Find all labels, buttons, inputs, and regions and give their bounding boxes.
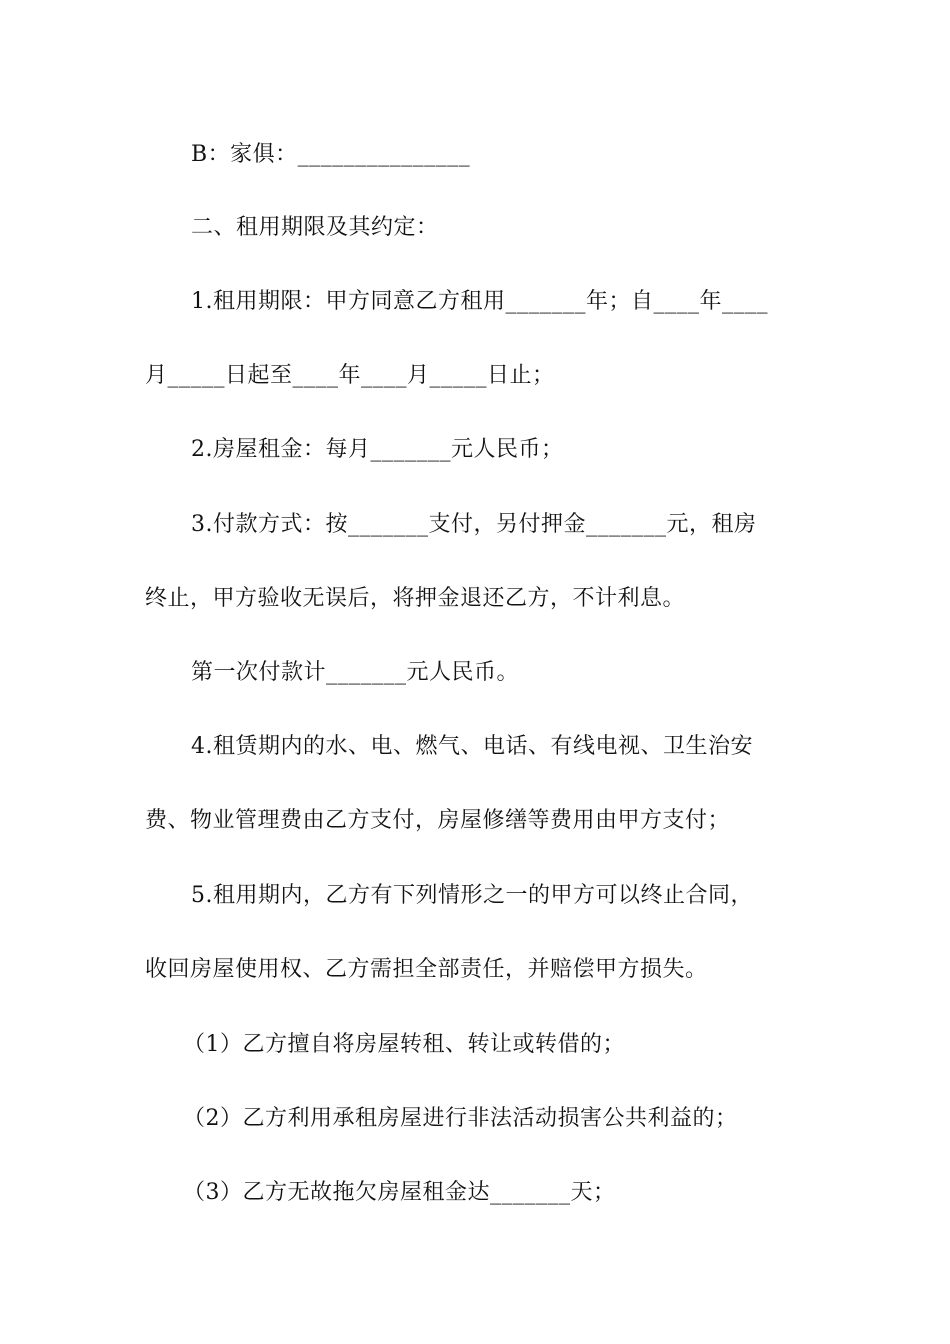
clause-1-line-1: 1.租用期限：甲方同意乙方租用_______年；自____年____ bbox=[191, 289, 768, 314]
clause-4-line-1: 4.租赁期内的水、电、燃气、电话、有线电视、卫生治安 bbox=[191, 734, 753, 759]
clause-5-line-2: 收回房屋使用权、乙方需担全部责任，并赔偿甲方损失。 bbox=[145, 957, 708, 982]
sub-item-1: （1）乙方擅自将房屋转租、转让或转借的； bbox=[183, 1032, 625, 1057]
sub-item-3: （3）乙方无故拖欠房屋租金达_______天； bbox=[183, 1180, 616, 1205]
clause-1-line-2: 月_____日起至____年____月_____日止； bbox=[145, 363, 555, 388]
section-two-heading: 二、租用期限及其约定： bbox=[191, 215, 439, 240]
clause-3-line-2: 终止，甲方验收无误后，将押金退还乙方，不计利息。 bbox=[145, 586, 686, 611]
clause-3-line-1: 3.付款方式：按_______支付，另付押金_______元，租房 bbox=[191, 512, 757, 537]
first-payment-line: 第一次付款计_______元人民币。 bbox=[191, 660, 520, 685]
clause-2-line: 2.房屋租金：每月_______元人民币； bbox=[191, 437, 564, 462]
furniture-line: B：家俱：_______________ bbox=[191, 142, 471, 167]
clause-4-line-2: 费、物业管理费由乙方支付，房屋修缮等费用由甲方支付； bbox=[145, 808, 731, 833]
sub-item-2: （2）乙方利用承租房屋进行非法活动损害公共利益的； bbox=[183, 1106, 738, 1131]
clause-5-line-1: 5.租用期内，乙方有下列情形之一的甲方可以终止合同， bbox=[191, 883, 753, 908]
